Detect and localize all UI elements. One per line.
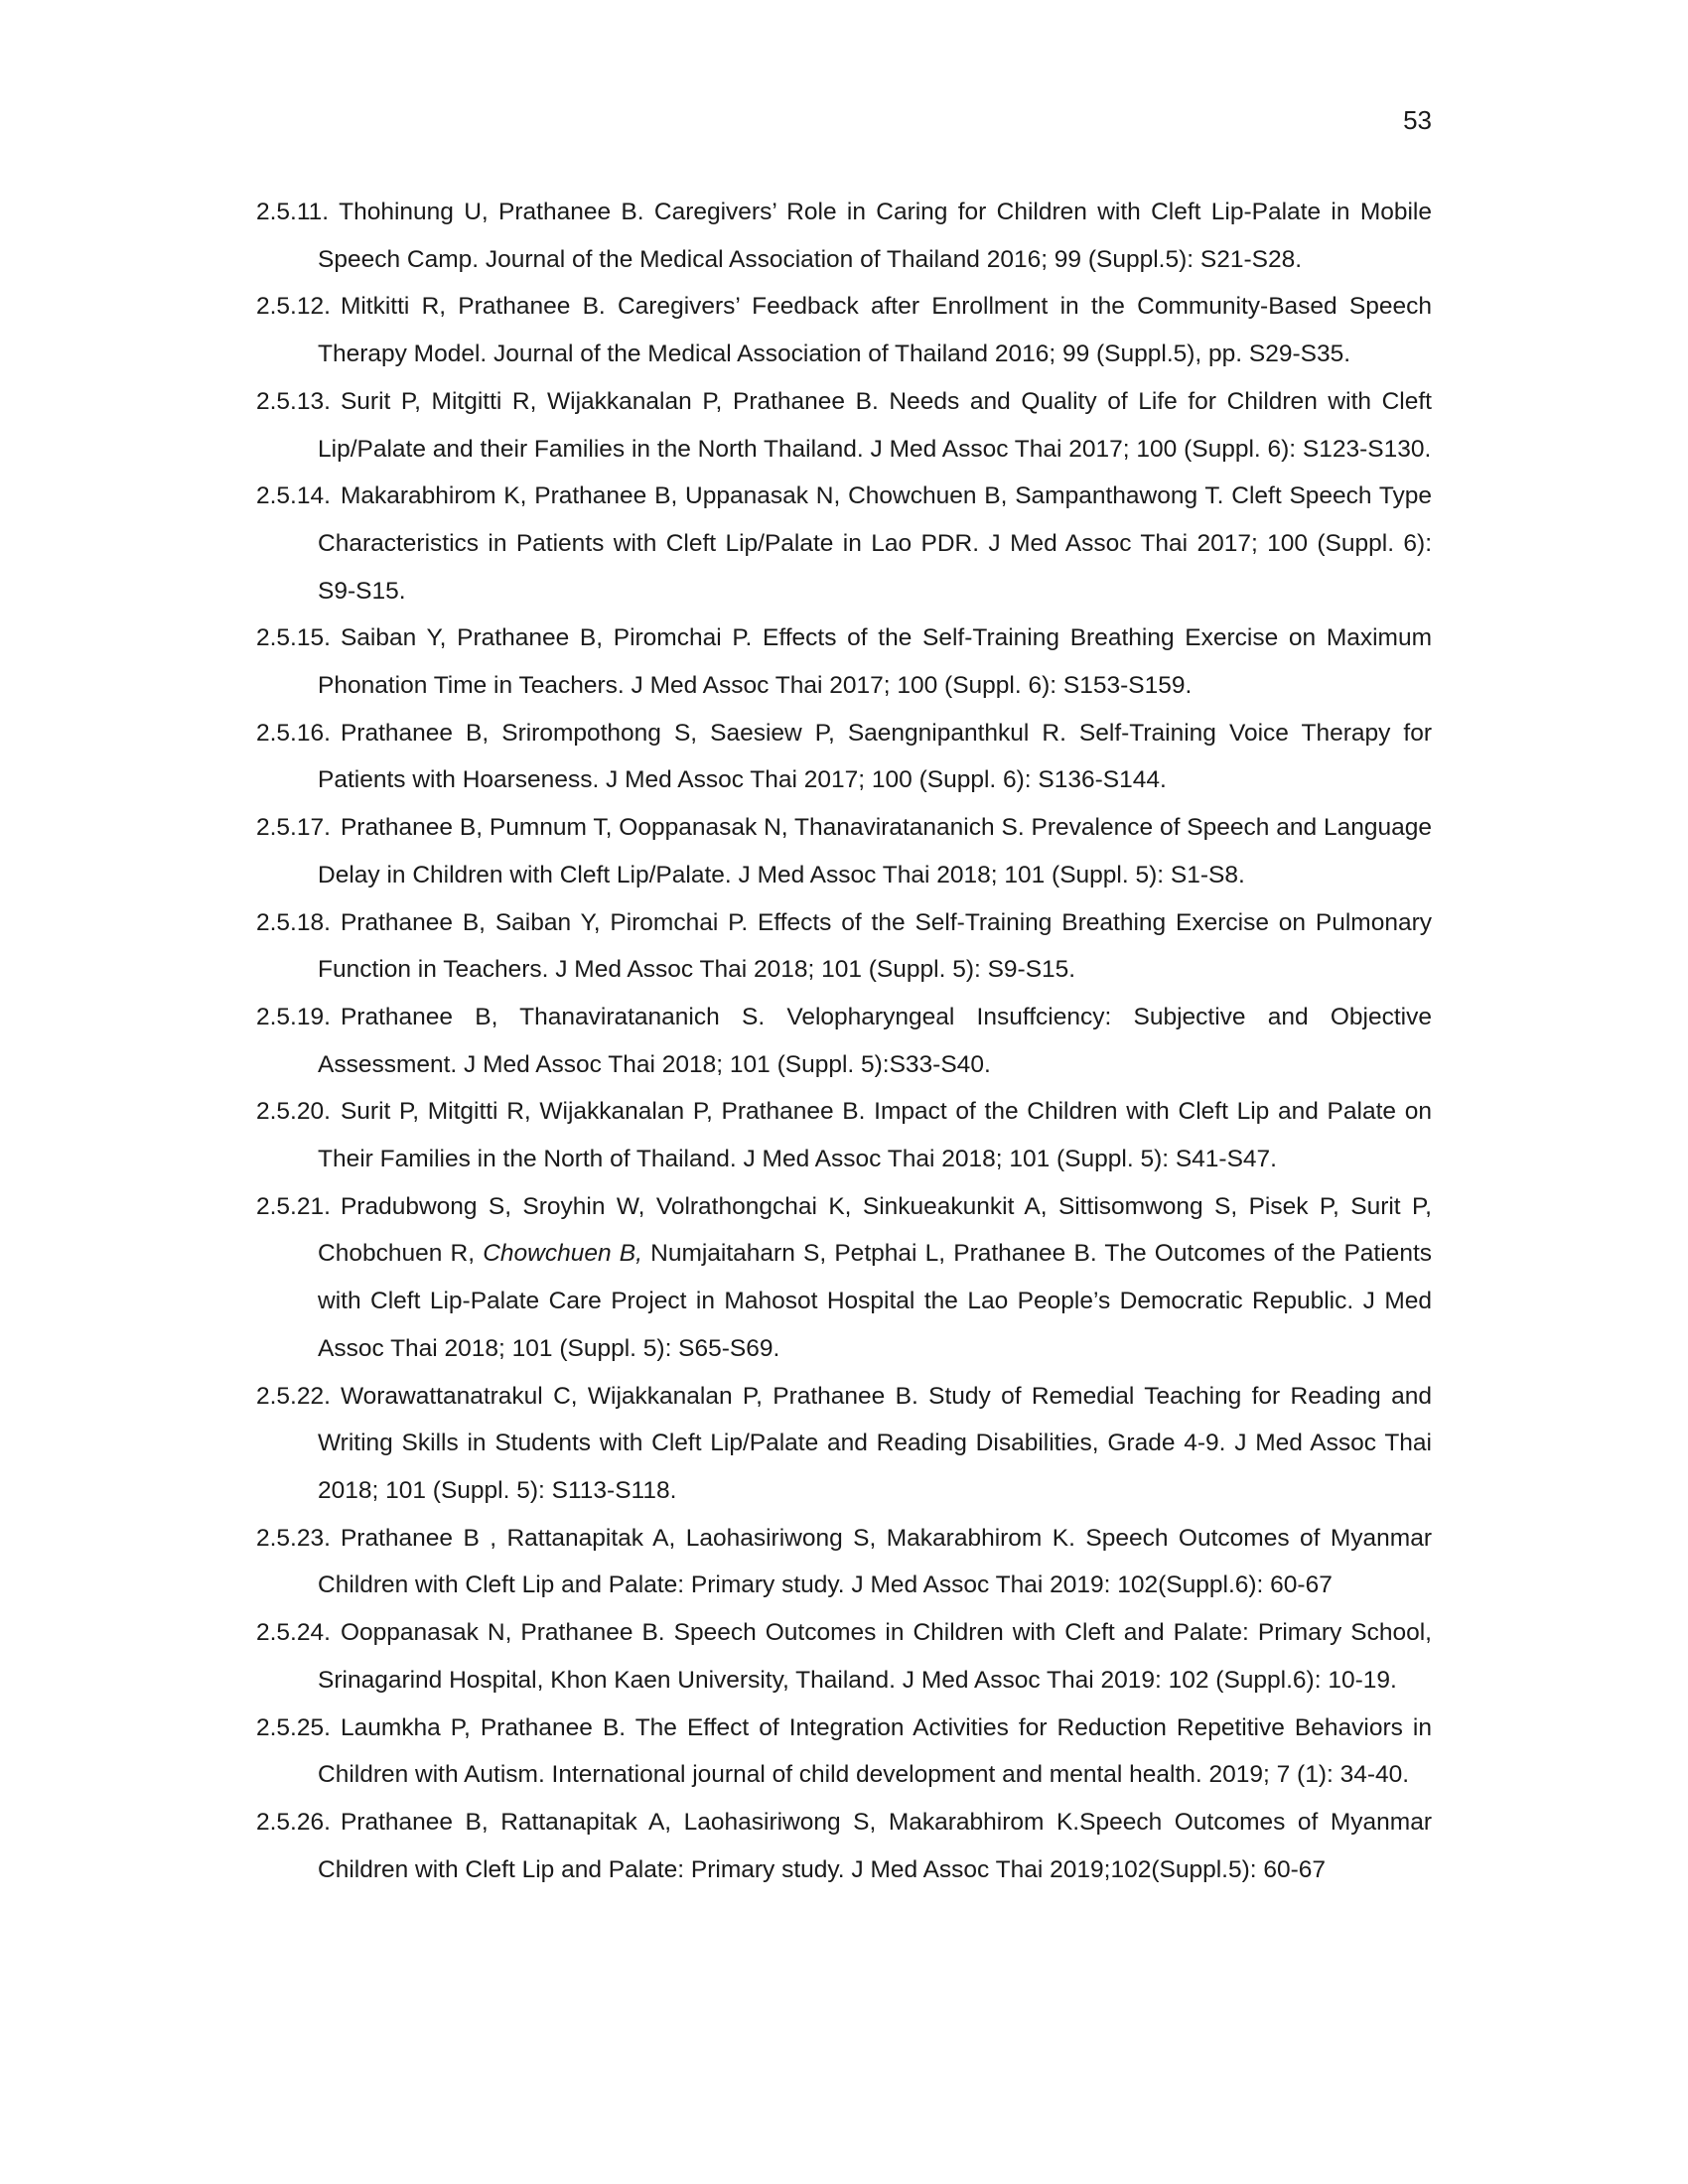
reference-number: 2.5.16. (256, 719, 331, 747)
reference-text: Surit P, Mitgitti R, Wijakkanalan P, Prathanee B. Impact of the Children with Cleft Lip and Palate on Their Families in the North of Thailand. J Med Assoc Thai 2018; 101 (Suppl. 5): S41-S47. (318, 1098, 1432, 1173)
reference-item (256, 1088, 1432, 1182)
reference-text: Thohinung U, Prathanee B. Caregivers’ Role in Caring for Children with Cleft Lip-Palate in Mobile Speech Camp. Journal of the Medical Association of Thailand 2016; 99 (Suppl.5): S21-S28. (318, 199, 1432, 273)
reference-text: Laumkha P, Prathanee B. The Effect of Integration Activities for Reduction Repetitive Behaviors in Children with Autism. International journal of child development and mental health. 2019; 7 (1): 34-40. (318, 1713, 1432, 1789)
reference-number: 2.5.20. (256, 1098, 331, 1126)
reference-item (256, 1373, 1432, 1515)
reference-number: 2.5.23. (256, 1524, 331, 1552)
reference-number: 2.5.11. (256, 199, 330, 225)
reference-text: Makarabhirom K, Prathanee B, Uppanasak N, Chowchuen B, Sampanthawong T. Cleft Speech Type Characteristics in Patients with Cleft Lip/Palate in Lao PDR. J Med Assoc Thai 2017; 100 (Suppl. 6): S9-S15. (318, 482, 1432, 605)
page-number: 53 (1403, 105, 1432, 135)
reference-number: 2.5.25. (256, 1713, 331, 1741)
reference-item (256, 1183, 1432, 1373)
reference-number: 2.5.15. (256, 624, 331, 652)
reference-item (256, 804, 1432, 898)
reference-text: Prathanee B, Thanaviratananich S. Velopharyngeal Insuffciency: Subjective and Objective Assessment. J Med Assoc Thai 2018; 101 (Suppl. 5):S33-S40. (318, 1003, 1432, 1078)
reference-item (256, 1799, 1432, 1893)
reference-text: Prathanee B, Saiban Y, Piromchai P. Effects of the Self-Training Breathing Exercise on Pulmonary Function in Teachers. J Med Assoc Thai 2018; 101 (Suppl. 5): S9-S15. (318, 908, 1432, 984)
reference-number: 2.5.13. (256, 387, 331, 415)
reference-item (256, 994, 1432, 1088)
reference-item (256, 1609, 1432, 1704)
reference-text: Numjaitaharn S, Petphai L, Prathanee B. The Outcomes of the Patients with Cleft Lip-Palate Care Project in Mahosot Hospital the Lao People’s Democratic Republic. J Med Assoc Thai 2018; 101 (Suppl. 5): S65-S69. (318, 1240, 1432, 1362)
reference-item (256, 473, 1432, 614)
reference-item (256, 1515, 1432, 1609)
reference-text: Mitkitti R, Prathanee B. Caregivers’ Feedback after Enrollment in the Community-Based Speech Therapy Model. Journal of the Medical Association of Thailand 2016; 99 (Suppl.5), pp. S29-S35. (318, 293, 1432, 368)
reference-number: 2.5.24. (256, 1619, 331, 1647)
reference-number: 2.5.18. (256, 908, 331, 936)
reference-number: 2.5.26. (256, 1808, 331, 1836)
reference-item (256, 378, 1432, 473)
reference-number: 2.5.14. (256, 482, 331, 510)
reference-italic-author: Chowchuen B, (483, 1240, 642, 1268)
reference-item (256, 283, 1432, 377)
reference-number: 2.5.22. (256, 1382, 331, 1410)
reference-number: 2.5.12. (256, 293, 331, 321)
reference-text: Prathanee B , Rattanapitak A, Laohasiriwong S, Makarabhirom K. Speech Outcomes of Myanmar Children with Cleft Lip and Palate: Primary study. J Med Assoc Thai 2019: 102(Suppl.6): 60-67 (318, 1524, 1432, 1599)
reference-text: Prathanee B, Pumnum T, Ooppanasak N, Thanaviratananich S. Prevalence of Speech and Language Delay in Children with Cleft Lip/Palate. J Med Assoc Thai 2018; 101 (Suppl. 5): S1-S8. (318, 814, 1432, 888)
reference-text: Ooppanasak N, Prathanee B. Speech Outcomes in Children with Cleft and Palate: Primary School, Srinagarind Hospital, Khon Kaen University, Thailand. J Med Assoc Thai 2019: 102 (Suppl.6): 10-19. (318, 1619, 1432, 1694)
reference-item (256, 710, 1432, 804)
reference-number: 2.5.21. (256, 1192, 331, 1220)
reference-item (256, 614, 1432, 709)
reference-text: Surit P, Mitgitti R, Wijakkanalan P, Prathanee B. Needs and Quality of Life for Children with Cleft Lip/Palate and their Families in the North Thailand. J Med Assoc Thai 2017; 100 (Suppl. 6): S123-S130. (318, 387, 1432, 463)
reference-number: 2.5.19. (256, 1003, 331, 1030)
reference-text: Worawattanatrakul C, Wijakkanalan P, Prathanee B. Study of Remedial Teaching for Reading and Writing Skills in Students with Cleft Lip/Palate and Reading Disabilities, Grade 4-9. J Med Assoc Thai 2018; 101 (Suppl. 5): S113-S118. (318, 1382, 1432, 1504)
reference-number: 2.5.17. (256, 814, 331, 842)
reference-item (256, 189, 1432, 283)
reference-text: Pradubwong S, Sroyhin W, Volrathongchai K, Sinkueakunkit A, Sittisomwong S, Pisek P, Surit P, Chobchuen R, (318, 1192, 1432, 1268)
reference-text: Prathanee B, Rattanapitak A, Laohasiriwong S, Makarabhirom K.Speech Outcomes of Myanmar Children with Cleft Lip and Palate: Primary study. J Med Assoc Thai 2019;102(Suppl.5): 60-67 (318, 1808, 1432, 1883)
reference-text: Saiban Y, Prathanee B, Piromchai P. Effects of the Self-Training Breathing Exercise on Maximum Phonation Time in Teachers. J Med Assoc Thai 2017; 100 (Suppl. 6): S153-S159. (318, 624, 1432, 700)
reference-item (256, 899, 1432, 994)
reference-text: Prathanee B, Srirompothong S, Saesiew P, Saengnipanthkul R. Self-Training Voice Therapy for Patients with Hoarseness. J Med Assoc Thai 2017; 100 (Suppl. 6): S136-S144. (318, 719, 1432, 794)
reference-item (256, 1705, 1432, 1799)
reference-list (256, 189, 1432, 1893)
